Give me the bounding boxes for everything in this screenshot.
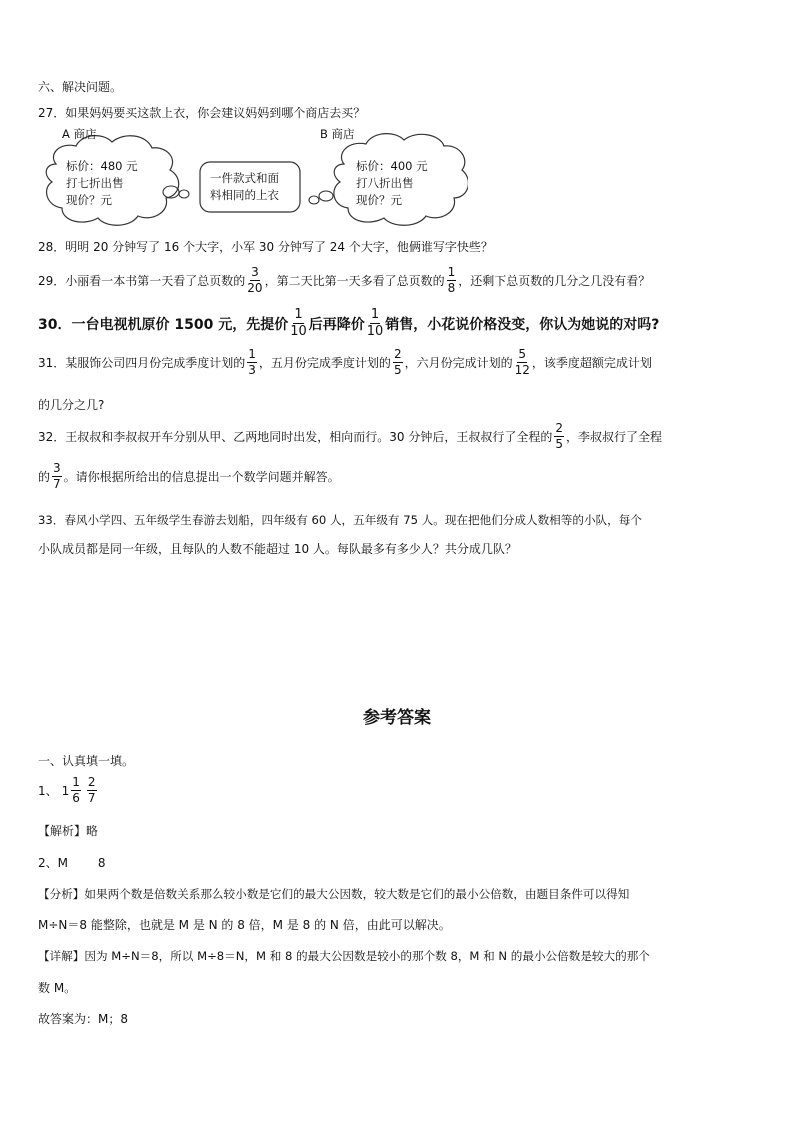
answer-2-detail-line-1: 【详解】因为 M÷N＝8，所以 M÷8＝N，M 和 8 的最大公因数是较小的那个数 8，M 和 N 的最小公倍数是较大的那个 [38, 949, 650, 963]
question-31 [38, 348, 652, 377]
q29-fraction-1 [247, 266, 262, 295]
question-27: 27．如果妈妈要买这款上衣，你会建议妈妈到哪个商店去买？ [38, 106, 366, 120]
denominator: 8 [447, 281, 456, 296]
shop-a-details [66, 158, 138, 209]
denominator: 7 [53, 477, 61, 492]
answer-2-label: 2、M [38, 856, 68, 870]
q31-text-3: ，六月份完成计划的 [404, 356, 513, 371]
shop-a-name: A 商店 [62, 127, 97, 141]
q31-fraction-1 [247, 348, 257, 377]
q29-text-2: ，第二天比第一天多看了总页数的 [264, 274, 445, 289]
shop-b-line: 标价：400 元 [356, 159, 428, 173]
shop-a-line: 标价：480 元 [66, 159, 138, 173]
center-box-text [210, 170, 279, 204]
numerator: 2 [554, 422, 564, 437]
numerator: 1 [71, 776, 81, 791]
denominator: 3 [248, 363, 256, 378]
center-line: 一件款式和面 [210, 171, 279, 185]
numerator: 2 [87, 776, 97, 791]
denominator: 20 [247, 281, 263, 296]
q30-fraction-1 [290, 308, 307, 340]
answer-1-label: 1、 [38, 784, 58, 799]
answer-1 [38, 776, 99, 805]
q29-fraction-2 [447, 266, 457, 295]
numerator: 2 [393, 348, 403, 363]
q32-fraction-1 [554, 422, 564, 451]
answer-1-analysis: 【解析】略 [38, 824, 99, 838]
shop-b-line: 打八折出售 [356, 176, 414, 190]
numerator: 1 [370, 308, 380, 324]
q31-text-2: ，五月份完成季度计划的 [258, 356, 391, 371]
question-33-line-2: 小队成员都是同一年级，且每队的人数不能超过 10 人。每队最多有多少人？共分成几队？ [38, 542, 517, 556]
numerator: 5 [517, 348, 527, 363]
answers-title: 参考答案 [363, 708, 431, 728]
bubble-b-2 [319, 191, 333, 201]
shop-a-line: 打七折出售 [66, 176, 124, 190]
shop-b-details [356, 158, 428, 209]
bubble-a-2 [179, 190, 189, 198]
denominator: 12 [514, 363, 530, 378]
answer-2-value: 8 [97, 856, 106, 870]
denominator: 6 [72, 791, 80, 806]
answer-1-fraction-2 [87, 776, 97, 805]
q31-text-4: ，该季度超额完成计划 [531, 356, 652, 371]
question-28: 28．明明 20 分钟写了 16 个大字，小军 30 分钟写了 24 个大字，他俩谁写字快些？ [38, 240, 493, 254]
center-line: 料相同的上衣 [210, 188, 279, 202]
q30-text-1: 30．一台电视机原价 1500 元，先提价 [38, 316, 289, 333]
q32-fraction-2 [52, 462, 62, 491]
question-33: 33．春风小学四、五年级学生春游去划船，四年级有 60 人，五年级有 75 人。现在把他们分成人数相等的小队，每个 [38, 513, 642, 527]
denominator: 10 [290, 324, 307, 340]
numerator: 1 [447, 266, 457, 281]
answer-1-fraction-1 [71, 776, 81, 805]
answer-2-detail-line-2: 数 M。 [38, 981, 77, 995]
q31-fraction-2 [393, 348, 403, 377]
q32-text-1: 32．王叔叔和李叔叔开车分别从甲、乙两地同时出发，相向而行。30 分钟后，王叔叔行了全程的 [38, 430, 553, 445]
shop-a-line: 现价？元 [66, 193, 112, 207]
q32-text-2: ，李叔叔行了全程 [566, 430, 663, 445]
q31-fraction-3 [515, 348, 530, 377]
numerator: 1 [247, 348, 257, 363]
shop-b-line: 现价？元 [356, 193, 402, 207]
answer-2-final: 故答案为：M；8 [38, 1012, 128, 1026]
question-31-line-2: 的几分之几? [38, 398, 105, 412]
q30-text-2: 后再降价 [308, 316, 365, 333]
answer-2-analysis-line-1: 【分析】如果两个数是倍数关系那么较小数是它们的最大公因数，较大数是它们的最小公倍数，由题目条件可以得知 [38, 887, 630, 901]
question-29 [38, 266, 650, 295]
question-32 [38, 422, 662, 451]
question-30 [38, 308, 659, 340]
q29-text-3: ，还剩下总页数的几分之几没有看？ [458, 274, 651, 289]
denominator: 7 [87, 791, 96, 806]
denominator: 5 [555, 437, 563, 452]
q32-text-3: 的 [38, 470, 51, 485]
q30-fraction-2 [367, 308, 384, 340]
answer-2-analysis-line-2: M÷N＝8 能整除，也就是 M 是 N 的 8 倍，M 是 8 的 N 倍，由此可以解决。 [38, 918, 451, 932]
q27-diagram [38, 124, 468, 230]
bubble-b-1 [309, 196, 319, 204]
q29-text-1: 29．小丽看一本书第一天看了总页数的 [38, 274, 246, 289]
answer-1-whole: 1 [61, 783, 70, 798]
shop-b-name: B 商店 [320, 127, 355, 141]
q30-text-3: 销售，小花说价格没变，你认为她说的对吗? [385, 316, 660, 333]
question-32-line-2 [38, 462, 340, 491]
answers-section-1: 一、认真填一填。 [38, 754, 135, 768]
section-heading: 六、解决问题。 [38, 80, 123, 94]
denominator: 5 [393, 363, 402, 378]
numerator: 1 [293, 308, 303, 324]
numerator: 3 [250, 266, 260, 281]
denominator: 10 [366, 324, 384, 340]
q31-text-1: 31．某服饰公司四月份完成季度计划的 [38, 356, 246, 371]
q32-text-4: 。请你根据所给出的信息提出一个数学问题并解答。 [63, 470, 340, 485]
numerator: 3 [52, 462, 62, 477]
answer-2 [38, 854, 105, 871]
